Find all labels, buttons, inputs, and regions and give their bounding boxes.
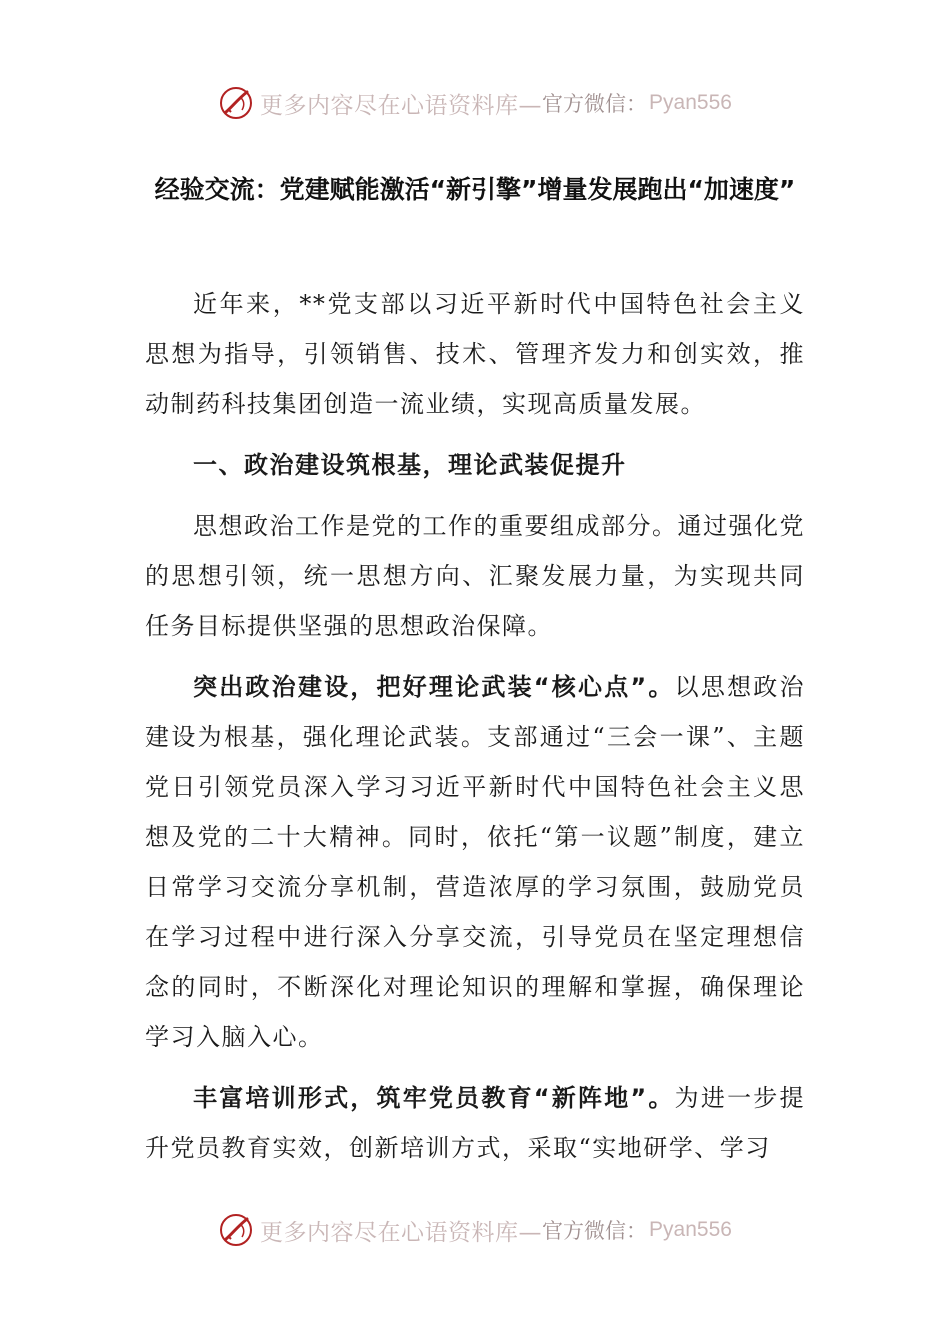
pen-logo-icon [218,1212,254,1248]
intro-paragraph: 近年来，**党支部以习近平新时代中国特色社会主义思想为指导，引领销售、技术、管理齐发力和创实效，推动制药科技集团创造一流业绩，实现高质量发展。 [145,290,805,418]
document-body [145,279,805,1184]
body-paragraph [145,1073,805,1173]
watermark-banner-bottom [0,1207,950,1253]
watermark-wechat-id: Pyan556 [649,1218,732,1241]
paragraph-text: 以思想政治建设为根基，强化理论武装。支部通过“三会一课”、主题党日引领党员深入学习习近平新时代中国特色社会主义思想及党的二十大精神。同时，依托“第一议题”制度，建立日常学习交流分享机制，营造浓厚的学习氛围，鼓励党员在学习过程中进行深入分享交流，引导党员在坚定理想信念的同时，不断深化对理论知识的理解和掌握，确保理论学习入脑入心。 [145,673,806,1051]
paragraph-text: 为进一步提升党员教育实效，创新培训方式，采取“实地研学、学习 [145,1084,806,1162]
watermark-wechat-id: Pyan556 [649,91,732,114]
watermark-wechat-label: 官方微信： [542,1219,648,1243]
body-paragraph [145,662,805,1062]
watermark-text: 更多内容尽在心语资料库— [260,1219,543,1246]
section-heading: 一、政治建设筑根基，理论武装促提升 [193,451,627,479]
document-title: 经验交流：党建赋能激活“新引擎”增量发展跑出“加速度” [154,175,796,204]
paragraph-lead: 丰富培训形式，筑牢党员教育“新阵地”。 [193,1084,675,1112]
pen-logo-icon [218,85,254,121]
watermark-wechat-label: 官方微信： [542,92,648,116]
watermark-text: 更多内容尽在心语资料库— [260,92,543,119]
watermark-banner-top [0,80,950,126]
section-paragraph: 思想政治工作是党的工作的重要组成部分。通过强化党的思想引领，统一思想方向、汇聚发展力量，为实现共同任务目标提供坚强的思想政治保障。 [145,512,805,640]
paragraph-lead: 突出政治建设，把好理论武装“核心点”。 [193,673,675,701]
